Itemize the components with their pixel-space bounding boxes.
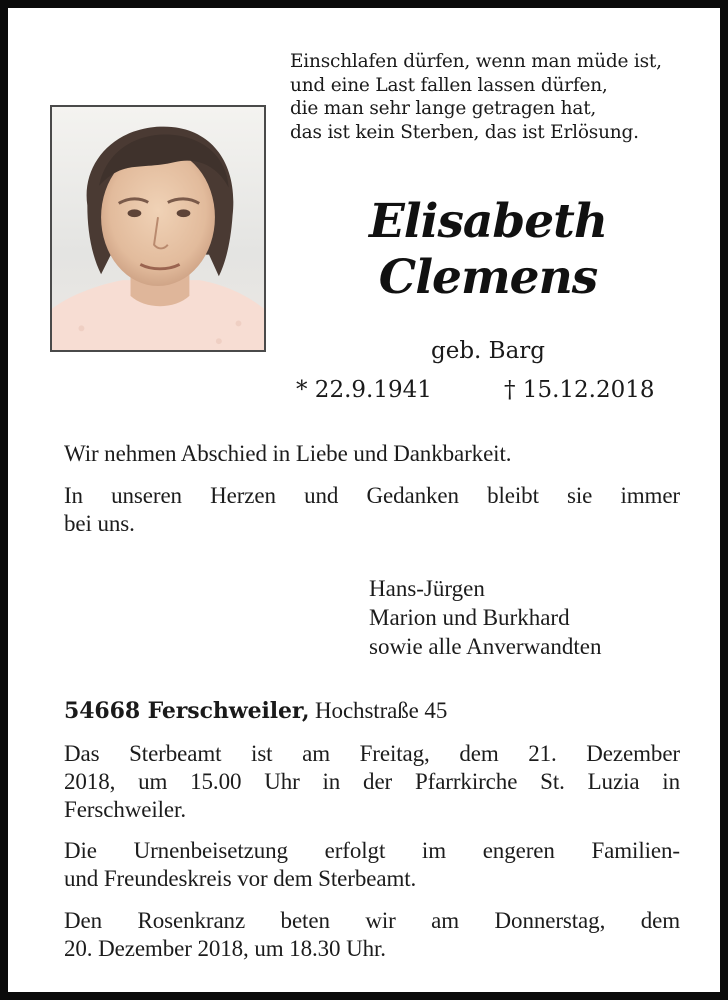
notice-line: 2018, um 15.00 Uhr in der Pfarrkirche St. Luzia in bbox=[64, 769, 680, 794]
notice-line: Das Sterbeamt ist am Freitag, dem 21. Dezember bbox=[64, 741, 680, 766]
poem-line: Einschlafen dürfen, wenn man müde ist, bbox=[290, 51, 662, 72]
rosary-notice bbox=[64, 907, 680, 963]
poem-line: die man sehr lange getragen hat, bbox=[290, 98, 597, 119]
requiem-notice bbox=[64, 740, 680, 824]
birth-date: * 22.9.1941 bbox=[296, 377, 432, 403]
mourner: Hans-Jürgen bbox=[369, 576, 485, 601]
portrait-image bbox=[52, 107, 264, 350]
deceased-name bbox=[288, 194, 688, 306]
farewell-message: Wir nehmen Abschied in Liebe und Dankbarkeit. bbox=[64, 441, 512, 466]
notice-line: Die Urnenbeisetzung erfolgt im engeren Familien- bbox=[64, 838, 680, 863]
remembrance-line: In unseren Herzen und Gedanken bleibt sie immer bbox=[64, 483, 680, 508]
mourners-list bbox=[369, 574, 689, 661]
notice-line: Den Rosenkranz beten wir am Donnerstag, dem bbox=[64, 908, 680, 933]
poem-line: und eine Last fallen lassen dürfen, bbox=[290, 74, 608, 96]
notice-line: und Freundeskreis vor dem Sterbeamt. bbox=[64, 866, 417, 891]
mourner: Marion und Burkhard bbox=[369, 605, 570, 630]
notice-line: 20. Dezember 2018, um 18.30 Uhr. bbox=[64, 936, 386, 961]
address-place: 54668 Ferschweiler, bbox=[64, 698, 310, 724]
last-name: Clemens bbox=[378, 250, 598, 305]
death-date: † 15.12.2018 bbox=[504, 377, 655, 403]
poem bbox=[290, 50, 690, 144]
address-street: Hochstraße 45 bbox=[315, 698, 448, 723]
notice-line: Ferschweiler. bbox=[64, 797, 186, 822]
mourner: sowie alle Anverwandten bbox=[369, 634, 602, 659]
address bbox=[64, 697, 680, 725]
remembrance-message bbox=[64, 482, 680, 538]
maiden-name: geb. Barg bbox=[430, 338, 545, 364]
remembrance-line: bei uns. bbox=[64, 511, 135, 536]
poem-line: das ist kein Sterben, das ist Erlösung. bbox=[290, 121, 639, 143]
urn-burial-notice bbox=[64, 837, 680, 893]
first-name: Elisabeth bbox=[368, 194, 608, 249]
portrait-photo bbox=[50, 105, 266, 352]
